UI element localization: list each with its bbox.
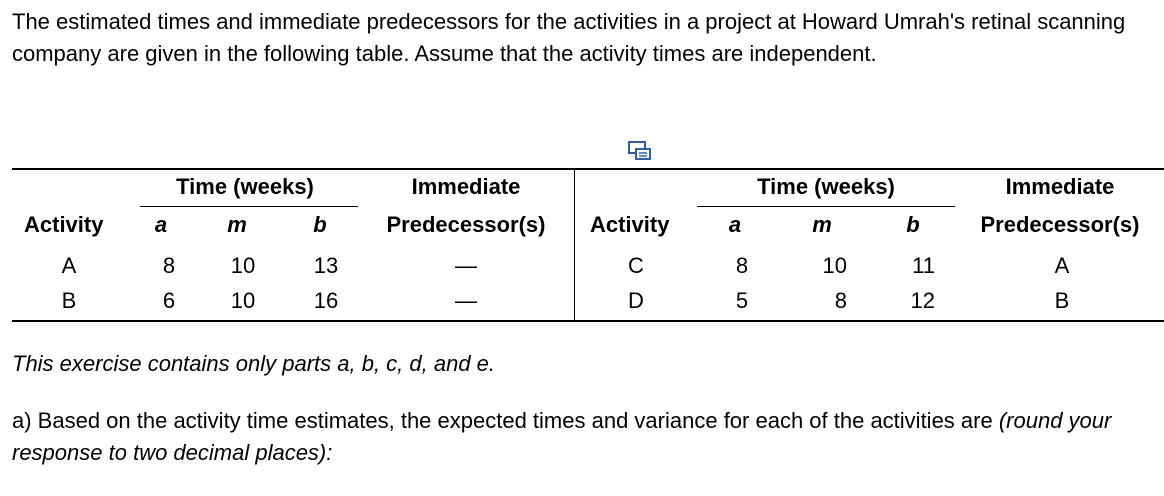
question-part-a bbox=[12, 405, 1152, 469]
right-row-pred: B bbox=[1054, 288, 1070, 313]
left-pred-group-header: Immediate bbox=[411, 174, 521, 199]
copy-to-clipboard-icon[interactable] bbox=[627, 140, 653, 162]
right-time-subrule bbox=[697, 206, 955, 207]
table-top-rule bbox=[12, 168, 1164, 170]
right-row-a: 8 bbox=[735, 253, 749, 278]
left-row-pred: — bbox=[455, 253, 477, 278]
left-row-pred: — bbox=[455, 288, 477, 313]
right-row-pred: A bbox=[1054, 253, 1070, 278]
left-b-header: b bbox=[313, 212, 327, 237]
table-bottom-rule bbox=[12, 320, 1164, 322]
question-text: a) Based on the activity time estimates, the expected times and variance for each of the activities are bbox=[12, 408, 999, 433]
left-time-subrule bbox=[140, 206, 358, 207]
right-pred-group-header: Immediate bbox=[1005, 174, 1115, 199]
right-m-header: m bbox=[812, 212, 832, 237]
right-row-b: 11 bbox=[912, 253, 935, 278]
problem-intro: The estimated times and immediate predecessors for the activities in a project at Howard Umrah's retinal scanning company are given in the following table. Assume that the activity times are independent. bbox=[12, 9, 1126, 66]
left-row-a: 6 bbox=[162, 288, 176, 313]
right-row-activity: C bbox=[628, 253, 644, 278]
right-activity-header: Activity bbox=[590, 212, 670, 237]
left-row-a: 8 bbox=[162, 253, 176, 278]
right-pred-header: Predecessor(s) bbox=[980, 212, 1140, 237]
exercise-note: This exercise contains only parts a, b, c, d, and e. bbox=[12, 351, 496, 376]
right-row-activity: D bbox=[628, 288, 644, 313]
left-row-m: 10 bbox=[230, 288, 256, 313]
left-row-b: 13 bbox=[313, 253, 339, 278]
left-row-activity: B bbox=[61, 288, 77, 313]
left-row-b: 16 bbox=[313, 288, 339, 313]
left-a-header: a bbox=[154, 212, 168, 237]
left-row-activity: A bbox=[61, 253, 77, 278]
left-row-m: 10 bbox=[230, 253, 256, 278]
right-row-b: 12 bbox=[910, 288, 935, 313]
question-hint: (round your response to two decimal places): bbox=[12, 408, 1112, 465]
left-m-header: m bbox=[227, 212, 247, 237]
right-b-header: b bbox=[906, 212, 920, 237]
left-time-group-header: Time (weeks) bbox=[176, 174, 314, 199]
right-row-m: 10 bbox=[822, 253, 847, 278]
right-time-group-header: Time (weeks) bbox=[757, 174, 895, 199]
right-row-m: 8 bbox=[834, 288, 847, 313]
left-activity-header: Activity bbox=[24, 212, 104, 237]
table-center-divider bbox=[574, 168, 575, 322]
right-row-a: 5 bbox=[735, 288, 749, 313]
right-a-header: a bbox=[728, 212, 742, 237]
left-pred-header: Predecessor(s) bbox=[386, 212, 546, 237]
